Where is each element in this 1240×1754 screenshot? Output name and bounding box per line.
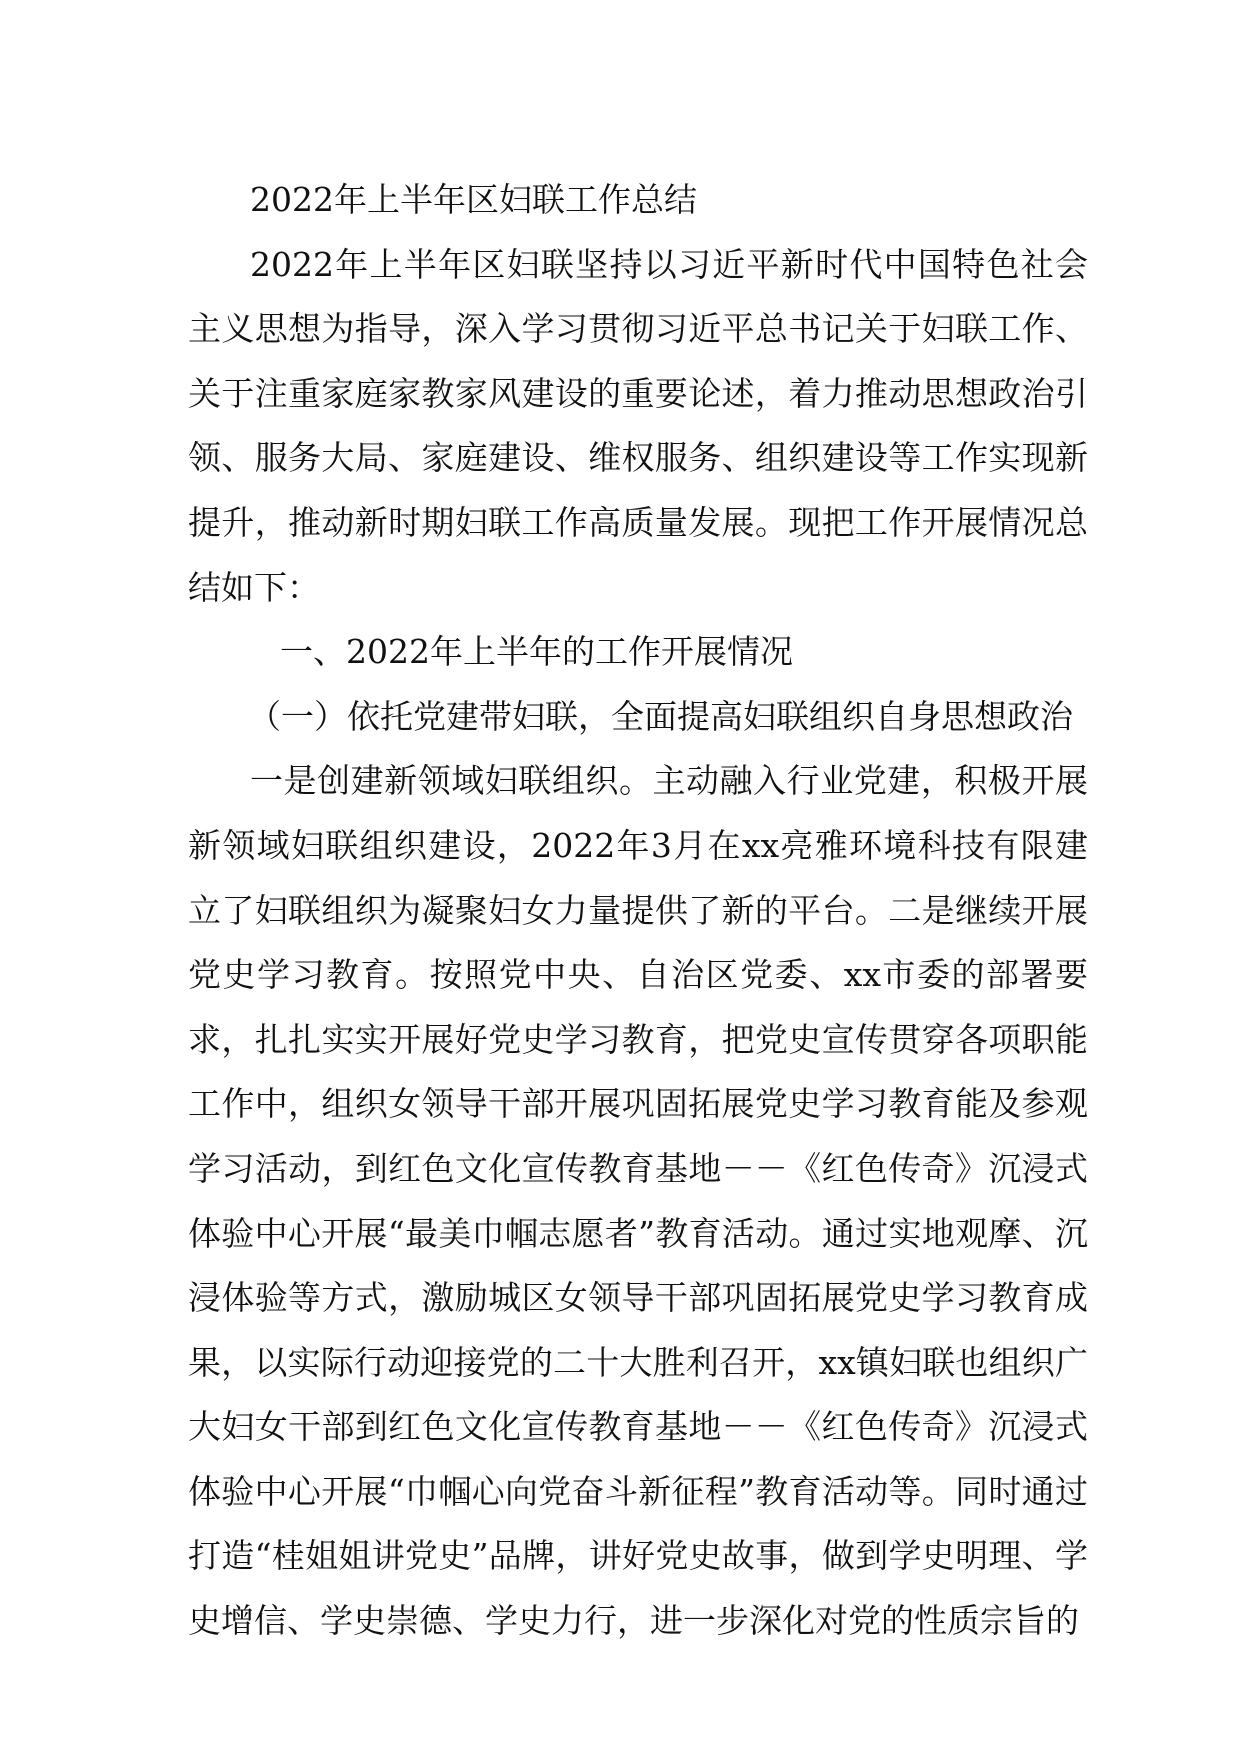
intro-paragraph: 2022年上半年区妇联坚持以习近平新时代中国特色社会主义思想为指导，深入学习贯彻习近平总书记关于妇联工作、关于注重家庭家教家风建设的重要论述，着力推动思想政治引领、服务大局、家庭建设、维权服务、组织建设等工作实现新提升，推动新时期妇联工作高质量发展。现把工作开展情况总结如下： [188,244,1088,607]
subsection-heading: （一）依托党建带妇联，全面提高妇联组织自身思想政治 [248,696,1073,736]
document-body [188,168,1088,1654]
document-title: 2022年上半年区妇联工作总结 [250,180,697,219]
section-heading: 一、2022年上半年的工作开展情况 [280,632,793,672]
body-paragraph: 一是创建新领域妇联组织。主动融入行业党建，积极开展新领域妇联组织建设，2022年3月在xx亮雅环境科技有限建立了妇联组织为凝聚妇女力量提供了新的平台。二是继续开展党史学习教育。按照党中央、自治区党委、xx市委的部署要求，扎扎实实开展好党史学习教育，把党史宣传贯穿各项职能工作中，组织女领导干部开展巩固拓展党史学习教育能及参观学习活动，到红色文化宣传教育基地－－《红色传奇》沉浸式体验中心开展“最美巾帼志愿者”教育活动。通过实地观摩、沉浸体验等方式，激励城区女领导干部巩固拓展党史学习教育成果，以实际行动迎接党的二十大胜利召开，xx镇妇联也组织广大妇女干部到红色文化宣传教育基地－－《红色传奇》沉浸式体验中心开展“巾帼心向党奋斗新征程”教育活动等。同时通过打造“桂姐姐讲党史”品牌，讲好党史故事，做到学史明理、学史增信、学史崇德、学史力行，进一步深化对党的性质宗旨的 [188,761,1088,1641]
